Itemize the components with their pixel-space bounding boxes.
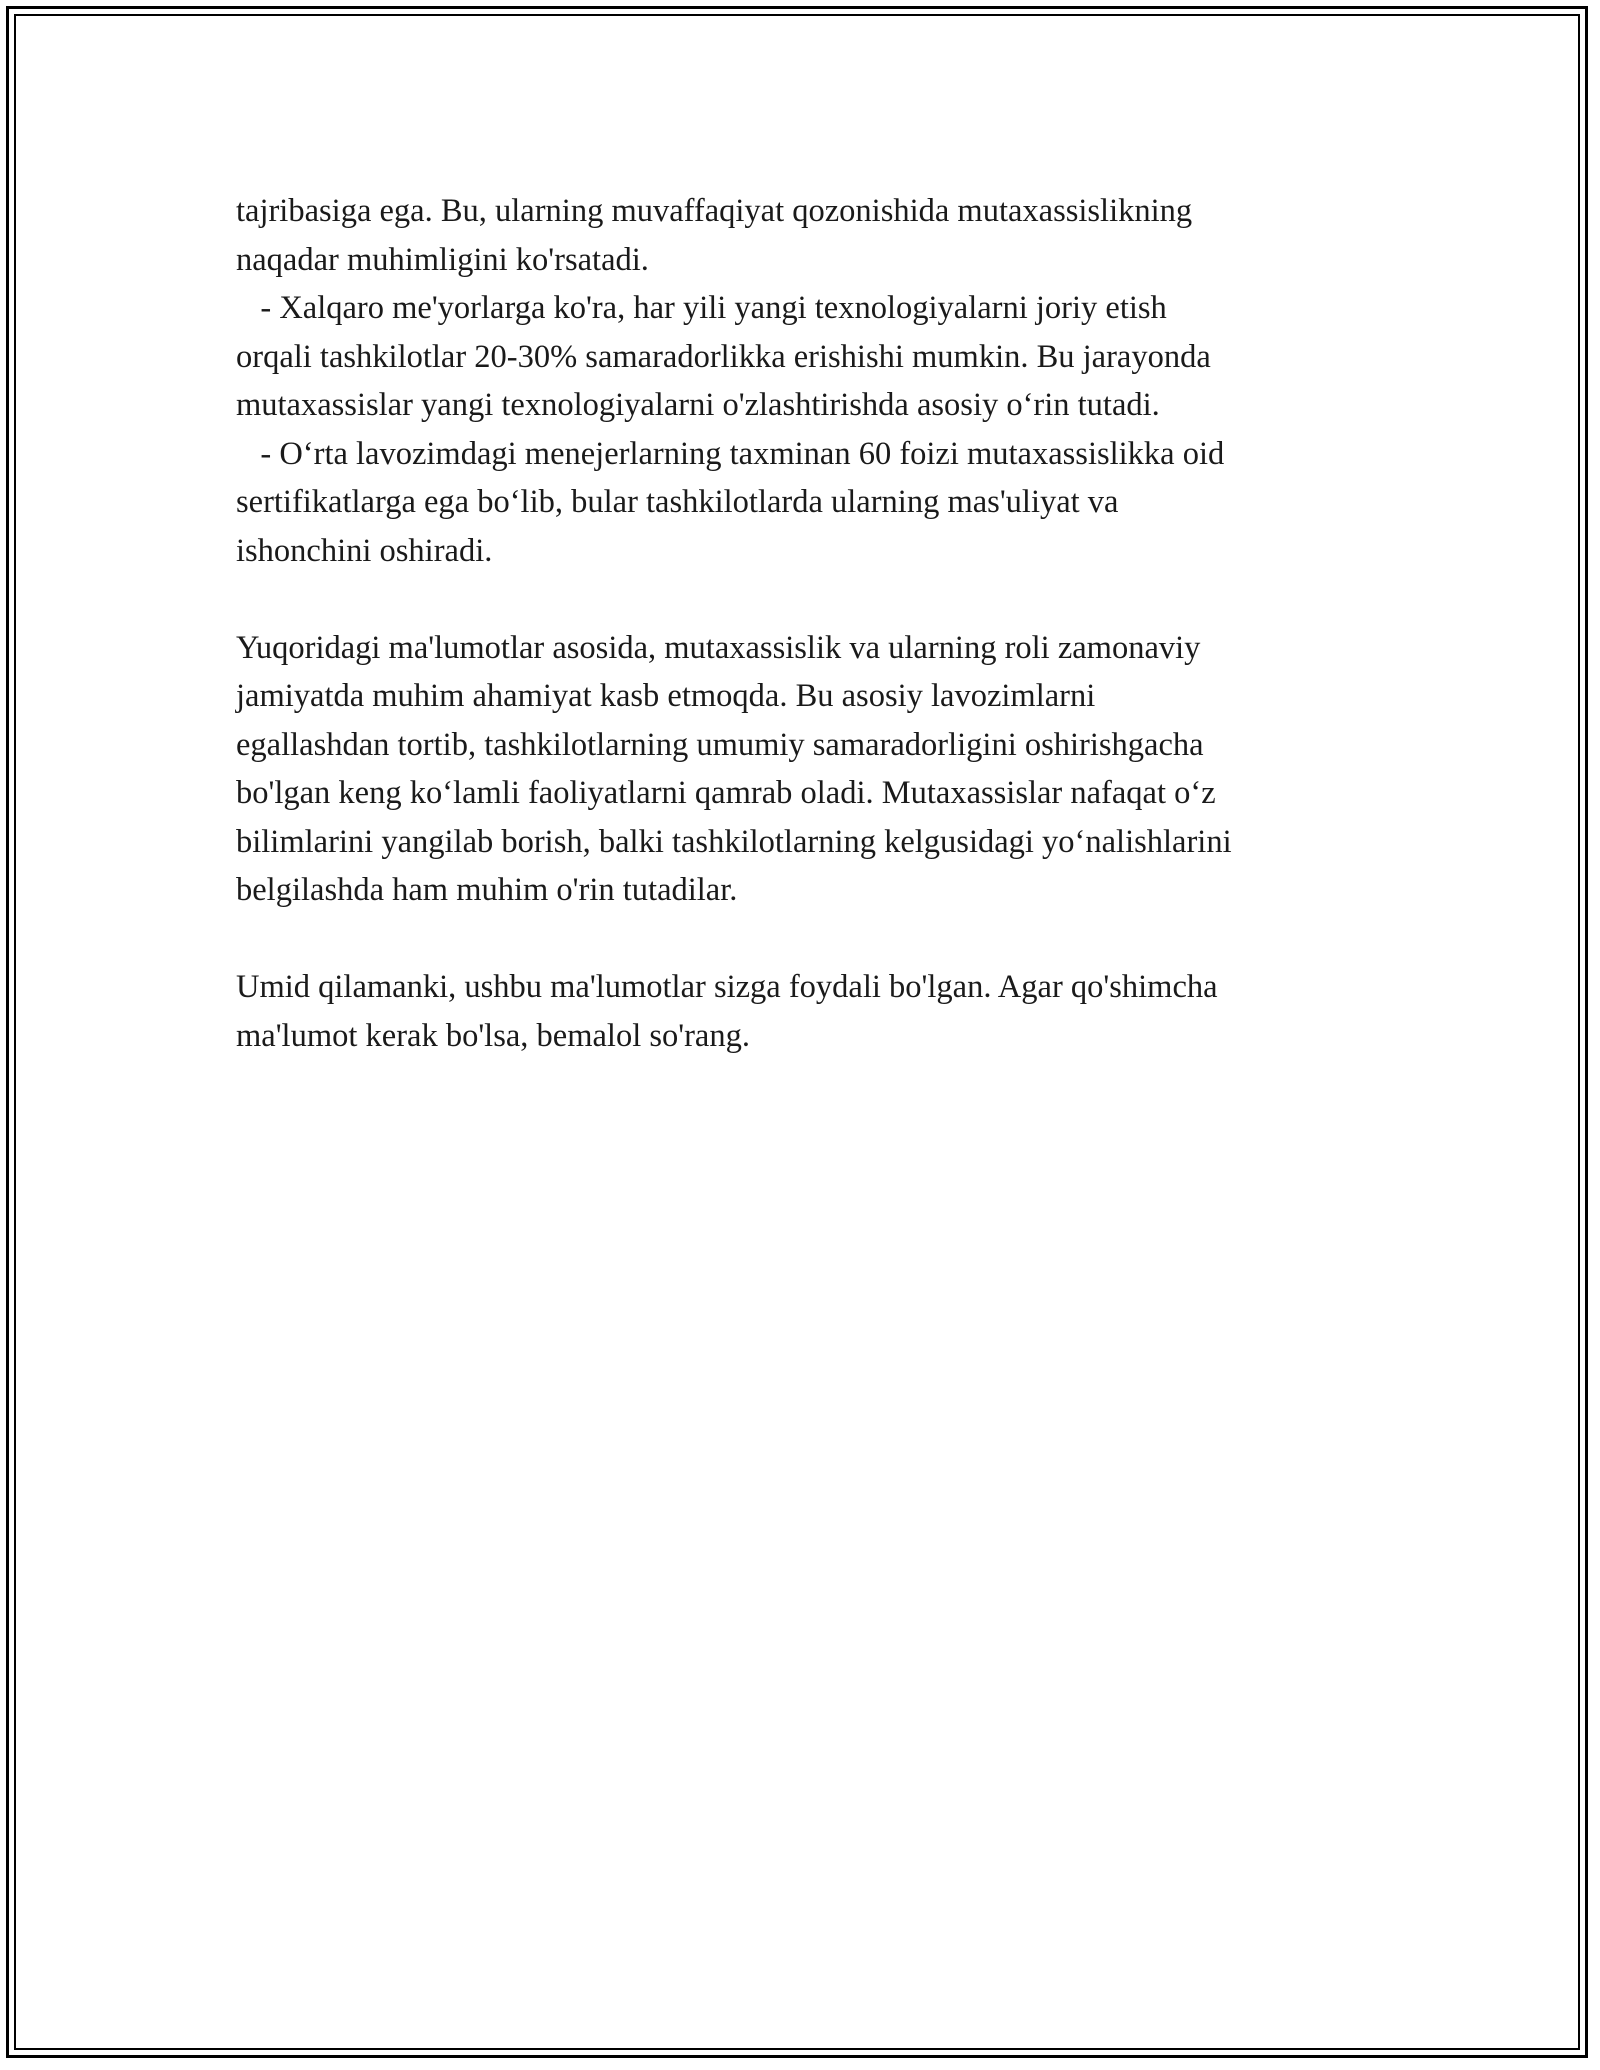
text-line: jamiyatda muhim ahamiyat kasb etmoqda. Bu asosiy lavozimlarni [236, 678, 1096, 714]
text-line: naqadar muhimligini ko'rsatadi. [236, 241, 649, 278]
paragraph-closing [236, 963, 1386, 1060]
text-line: bo'lgan keng ko‘lamli faoliyatlarni qamrab oladi. Mutaxassislar nafaqat o‘z [236, 775, 1216, 811]
text-line: belgilashda ham muhim o'rin tutadilar. [236, 872, 738, 908]
text-line: egallashdan tortib, tashkilotlarning umumiy samaradorligini oshirishgacha [236, 726, 1204, 763]
bullet-item-managers [236, 430, 1386, 576]
paragraph-conclusion [236, 624, 1386, 915]
paragraph-spacer [236, 915, 1386, 964]
text-line: mutaxassislar yangi texnologiyalarni o'zlashtirishda asosiy o‘rin tutadi. [236, 387, 1160, 423]
bullet-item-standards [236, 284, 1386, 430]
text-line: tajribasiga ega. Bu, ularning muvaffaqiyat qozonishida mutaxassislikning [236, 193, 1193, 229]
text-line: orqali tashkilotlar 20-30% samaradorlikka erishishi mumkin. Bu jarayonda [236, 338, 1211, 375]
text-line: Yuqoridagi ma'lumotlar asosida, mutaxassislik va ularning roli zamonaviy [236, 629, 1201, 666]
text-line: - Xalqaro me'yorlarga ko'ra, har yili yangi texnologiyalarni joriy etish [236, 290, 1167, 326]
paragraph-intro-continued [236, 187, 1386, 284]
text-line: bilimlarini yangilab borish, balki tashkilotlarning kelgusidagi yo‘nalishlarini [236, 823, 1232, 860]
paragraph-spacer [236, 575, 1386, 624]
text-line: sertifikatlarga ega bo‘lib, bular tashkilotlarda ularning mas'uliyat va [236, 484, 1119, 520]
text-line: - O‘rta lavozimdagi menejerlarning taxminan 60 foizi mutaxassislikka oid [236, 435, 1225, 472]
text-line: ma'lumot kerak bo'lsa, bemalol so'rang. [236, 1017, 750, 1054]
text-line: Umid qilamanki, ushbu ma'lumotlar sizga foydali bo'lgan. Agar qo'shimcha [236, 969, 1218, 1005]
document-body [236, 187, 1386, 1060]
text-line: ishonchini oshiradi. [236, 532, 493, 569]
